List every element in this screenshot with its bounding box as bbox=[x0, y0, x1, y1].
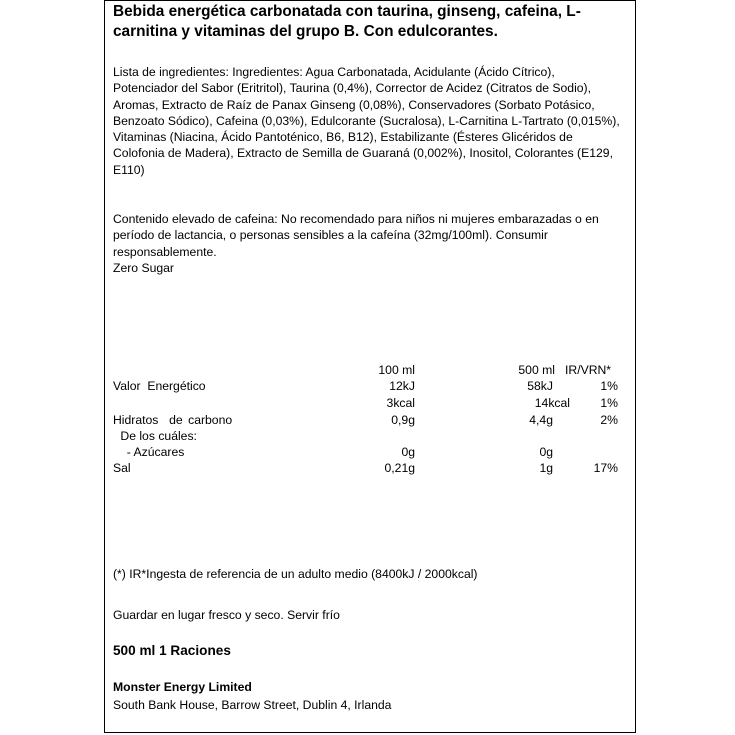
reference-footnote: (*) IR*Ingesta de referencia de un adulto medio (8400kJ / 2000kcal) bbox=[113, 567, 478, 581]
company-address: South Bank House, Barrow Street, Dublin 4, Irlanda bbox=[113, 698, 392, 712]
value-ir: 17% bbox=[593, 461, 618, 475]
row-label: Sal bbox=[113, 461, 131, 475]
value-500ml: 58kJ bbox=[527, 379, 553, 393]
caffeine-warning: Contenido elevado de cafeina: No recomendado para niños ni mujeres embarazadas o en período de lactancia, o personas sensibles a la cafeína (32mg/100ml). Consumir responsablemente. bbox=[113, 212, 599, 259]
value-ir: 1% bbox=[600, 396, 618, 410]
value-100ml: 0,9g bbox=[391, 413, 415, 427]
row-label: - Azúcares bbox=[120, 445, 185, 459]
product-title: Bebida energética carbonatada con taurina, ginseng, cafeina, L-carnitina y vitaminas del grupo B. Con edulcorantes. bbox=[113, 3, 581, 40]
value-500ml: 1g bbox=[539, 461, 553, 475]
row-label: Valor Energético bbox=[113, 379, 206, 393]
company-name: Monster Energy Limited bbox=[113, 680, 252, 694]
value-500ml: 0g bbox=[539, 445, 553, 459]
ingredients-list: Lista de ingredientes: Ingredientes: Agua Carbonatada, Acidulante (Ácido Cítrico), Potenciador del Sabor (Eritritol), Taurina (0,4%), Corrector de Acidez (Citratos de Sodio), Aromas, Extracto de Raíz de Panax Ginseng (0,08%), Conservadores (Sorbato Potásico, Benzoato Sódico), Cafeina (0,03%), Edulcorante (Sucralosa), L-Carnitina L-Tartrato (0,015%), Vitaminas (Niacina, Ácido Pantoténico, B6, B12), Estabilizante (Ésteres Glicéridos de Colofonia de Madera), Extracto de Semilla de Guaraná (0,002%), Inositol, Colorantes (E129, E110) bbox=[113, 65, 620, 177]
header-ir: IR/VRN* bbox=[565, 363, 612, 377]
storage-instructions: Guardar en lugar fresco y seco. Servir frío bbox=[113, 608, 340, 622]
value-500ml: 14kcal bbox=[534, 396, 570, 410]
value-ir: 1% bbox=[600, 379, 618, 393]
value-500ml: 4,4g bbox=[529, 413, 553, 427]
row-label: Hidratos de carbono bbox=[113, 413, 233, 427]
header-100ml: 100 ml bbox=[378, 363, 415, 377]
value-100ml: 0,21g bbox=[384, 461, 415, 475]
row-label: De los cuáles: bbox=[117, 429, 197, 443]
servings-info: 500 ml 1 Raciones bbox=[113, 643, 231, 658]
zero-sugar-note: Zero Sugar bbox=[113, 261, 174, 275]
value-ir: 2% bbox=[600, 413, 618, 427]
value-100ml: 0g bbox=[401, 445, 415, 459]
header-500ml: 500 ml bbox=[518, 363, 555, 377]
value-100ml: 3kcal bbox=[386, 396, 415, 410]
value-100ml: 12kJ bbox=[389, 379, 415, 393]
